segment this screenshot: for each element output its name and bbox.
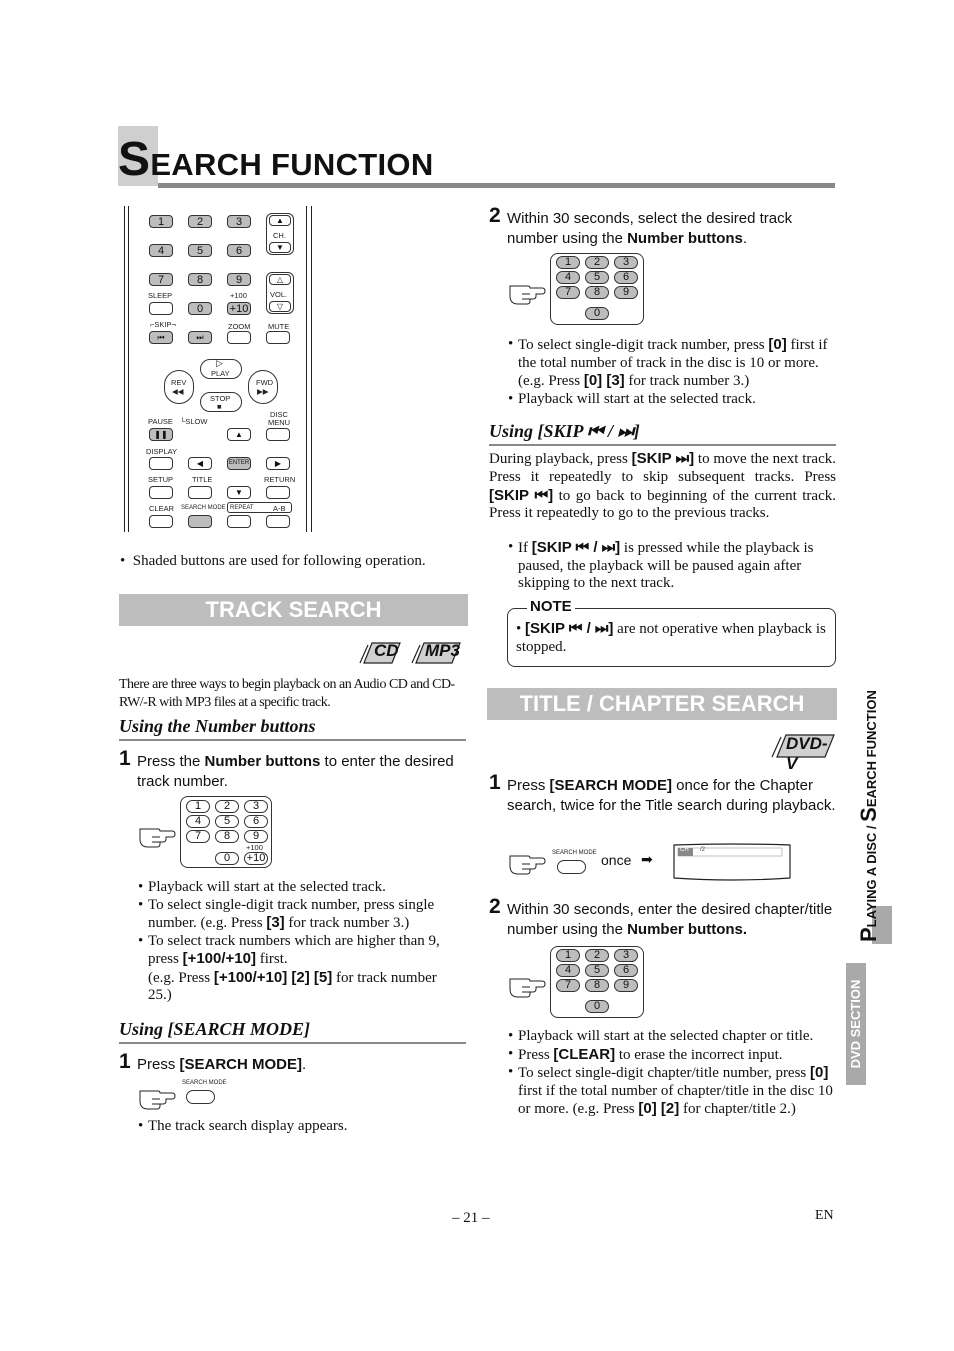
remote-skip-fwd-icon: ⏭: [188, 331, 212, 344]
language-code: EN: [815, 1208, 834, 1223]
remote-edge-left: [124, 206, 125, 532]
remote-repeat-ab-frame: [227, 502, 292, 513]
keypad-illustration-right-2: [508, 945, 648, 1020]
remote-edge-right: [311, 206, 312, 532]
remote-key-disc-menu: [266, 428, 290, 441]
step-2-bullets: [508, 336, 833, 408]
step-1-number: 1: [119, 747, 131, 770]
remote-skip-back-icon: ⏮: [149, 331, 173, 344]
step-1-text: Press the Number buttons to enter the desired track number.: [137, 753, 454, 790]
keypad-key-2: 2: [215, 800, 239, 813]
title-chapter-search-header: TITLE / CHAPTER SEARCH: [487, 688, 837, 720]
page-number: – 21 –: [452, 1210, 490, 1226]
keypad-key-plus10: +10: [244, 852, 268, 865]
remote-left-icon: ◀: [188, 457, 212, 470]
skip-paragraph: During playback, press [SKIP ⏭] to move the next track. Press it repeatedly to skip subsequent tracks. Press [SKIP ⏮] to go back to beginning of the current track. Press it repeatedly to go to the previous tracks.: [489, 450, 836, 522]
remote-label-return: RETURN: [264, 475, 296, 484]
remote-play-icon: ▷: [216, 358, 223, 368]
remote-key-plus10: +10: [227, 302, 251, 315]
side-tab: [846, 630, 892, 944]
remote-label-rev: REV: [171, 378, 187, 387]
title-rule: [158, 183, 835, 188]
keypad-key-0: 0: [585, 1000, 609, 1013]
subhead-number-buttons: Using the Number buttons: [119, 716, 316, 736]
tc-step-1-text: Press [SEARCH MODE] once for the Chapter search, twice for the Title search during playback.: [507, 777, 836, 814]
remote-key-0: 0: [188, 302, 212, 315]
track-search-bullets: [138, 879, 463, 1005]
remote-edge-right-inner: [306, 206, 307, 532]
tc-step-1-number: 1: [489, 771, 501, 794]
track-search-header: TRACK SEARCH: [119, 594, 468, 626]
list-item: • To select single-digit track number, press single number. (e.g. Press [3] for track number 3.): [138, 897, 463, 933]
remote-right-icon: ▶: [266, 457, 290, 470]
tc-step-2-number: 2: [489, 895, 501, 918]
remote-label-plus100: +100: [230, 291, 247, 300]
remote-label-clear: CLEAR: [149, 504, 175, 513]
step-2-number: 2: [489, 204, 501, 227]
once-label: once: [601, 852, 632, 868]
remote-label-title: TITLE: [192, 475, 213, 484]
remote-label-skip: ⌐SKIP¬: [150, 320, 176, 329]
remote-label-display: DISPLAY: [146, 447, 178, 456]
remote-key-4: 4: [149, 244, 173, 257]
shaded-note: • Shaded buttons are used for following operation.: [120, 553, 426, 569]
dvd-logo-text: DVD-V: [786, 734, 828, 773]
search-mode-label: SEARCH MODE: [182, 1080, 227, 1086]
remote-label-fwd: FWD: [256, 378, 274, 387]
remote-edge-left-inner: [128, 206, 129, 532]
remote-label-mute: MUTE: [268, 322, 290, 331]
subhead-rule-3: [489, 444, 836, 446]
remote-key-1: 1: [149, 215, 173, 228]
tc-step-2-text: Within 30 seconds, enter the desired chapter/title number using the Number buttons.: [507, 901, 833, 938]
remote-key-mute: [266, 331, 290, 344]
remote-ch-up-icon: ▲: [269, 215, 291, 226]
list-item: • If [SKIP ⏮ / ⏭] is pressed while the playback is paused, the playback will be paused again after skipping to the next track.: [508, 539, 828, 593]
mp3-logo-text: MP3: [425, 641, 460, 660]
remote-label-stop: STOP: [210, 394, 231, 403]
remote-label-zoom: ZOOM: [228, 322, 251, 331]
keypad-key-1: 1: [186, 800, 210, 813]
list-item: • The track search display appears.: [138, 1118, 463, 1136]
remote-key-6: 6: [227, 244, 251, 257]
list-item: • To select single-digit chapter/title number, press [0] first if the total number of chapter/title in the disc 10 or more. (e.g. Press [0] [2] for chapter/title 2.): [508, 1064, 836, 1119]
remote-key-display: [149, 457, 173, 470]
remote-key-ab: [266, 515, 290, 528]
keypad-key-4: 4: [556, 964, 580, 977]
remote-ch-down-icon: ▼: [269, 242, 291, 253]
remote-key-search-mode: [188, 515, 212, 528]
keypad-key-2: 2: [585, 256, 609, 269]
keypad-key-0: 0: [585, 307, 609, 320]
remote-down-icon: ▼: [227, 486, 251, 499]
keypad-label-plus100: +100: [246, 843, 263, 852]
tc-search-mode-label: SEARCH MODE: [552, 850, 597, 856]
remote-fwd-icon: ▶▶: [257, 387, 269, 396]
hand-pointer-icon: [508, 971, 548, 999]
keypad-key-3: 3: [614, 949, 638, 962]
keypad-key-8: 8: [215, 830, 239, 843]
remote-key-9: 9: [227, 273, 251, 286]
remote-key-return: [266, 486, 290, 499]
keypad-key-7: 7: [556, 979, 580, 992]
remote-up-icon: ▲: [227, 428, 251, 441]
keypad-key-8: 8: [585, 286, 609, 299]
remote-key-zoom: [227, 331, 251, 344]
mp3-logo-icon: [410, 640, 462, 664]
remote-label-repeat: REPEAT: [230, 505, 254, 511]
remote-label-menu: MENU: [268, 418, 291, 427]
keypad-key-6: 6: [614, 271, 638, 284]
step-search-mode-number: 1: [119, 1050, 131, 1073]
dvd-section-label: DVD SECTION: [848, 979, 863, 1069]
remote-label-pause: PAUSE: [148, 417, 173, 426]
list-item: • Press [CLEAR] to erase the incorrect input.: [508, 1046, 836, 1065]
note-label: NOTE: [527, 598, 575, 615]
remote-vol-up-icon: △: [269, 274, 291, 285]
hand-pointer-icon: [508, 278, 548, 306]
keypad-key-6: 6: [244, 815, 268, 828]
keypad-key-3: 3: [244, 800, 268, 813]
tc-bullets: [508, 1028, 836, 1119]
step-2-text: Within 30 seconds, select the desired track number using the Number buttons.: [507, 210, 793, 247]
remote-key-sleep: [149, 302, 173, 315]
subhead-search-mode: Using [SEARCH MODE]: [119, 1019, 311, 1039]
skip-bullets: [508, 539, 828, 593]
keypad-key-4: 4: [556, 271, 580, 284]
remote-key-clear: [149, 515, 173, 528]
remote-label-play: PLAY: [211, 369, 230, 378]
keypad-key-4: 4: [186, 815, 210, 828]
remote-control-illustration: [120, 206, 320, 532]
remote-pause-icon: ❚❚: [149, 428, 173, 441]
keypad-key-5: 5: [585, 271, 609, 284]
tc-search-mode-key: [557, 860, 586, 874]
remote-stop-icon: ■: [217, 402, 222, 411]
list-item: • Playback will start at the selected chapter or title.: [508, 1028, 836, 1046]
remote-key-repeat: [227, 515, 251, 528]
search-mode-bullets: [138, 1118, 463, 1136]
keypad-illustration-left: [138, 795, 278, 870]
arrow-right-icon: ➡: [641, 851, 653, 867]
remote-label-slow: └SLOW: [180, 417, 208, 426]
side-tab-label: PLAYING A DISC / SEARCH FUNCTION: [856, 690, 881, 942]
remote-enter-button: ENTER: [227, 457, 251, 470]
remote-rev-icon: ◀◀: [172, 387, 184, 396]
keypad-key-0: 0: [215, 852, 239, 865]
remote-key-5: 5: [188, 244, 212, 257]
subhead-rule-1: [119, 739, 466, 741]
track-search-intro: There are three ways to begin playback on an Audio CD and CD-RW/-R with MP3 files at a specific track.: [119, 677, 455, 710]
step-search-mode-text: Press [SEARCH MODE].: [137, 1056, 307, 1073]
remote-label-setup: SETUP: [148, 475, 174, 484]
list-item: • To select track numbers which are higher than 9, press [+100/+10] first. (e.g. Press [+100/+10] [2] [5] for track number 25.): [138, 933, 463, 1005]
list-item: • Playback will start at the selected track.: [508, 391, 833, 409]
hand-pointer-icon: [508, 848, 548, 876]
keypad-key-2: 2: [585, 949, 609, 962]
remote-key-2: 2: [188, 215, 212, 228]
dvd-section-tab: [846, 963, 866, 1085]
cd-logo-text: CD: [374, 641, 399, 660]
remote-label-vol: VOL.: [270, 290, 288, 299]
cd-logo-icon: [358, 640, 402, 664]
remote-key-8: 8: [188, 273, 212, 286]
subhead-skip: Using [SKIP ⏮ / ⏭]: [489, 421, 640, 441]
note-text: • [SKIP ⏮ / ⏭] are not operative when playback is stopped.: [516, 620, 826, 655]
remote-key-setup: [149, 486, 173, 499]
page-title: SEARCH FUNCTION: [118, 133, 434, 186]
dvd-video-logo-icon: [770, 731, 836, 773]
remote-key-7: 7: [149, 273, 173, 286]
keypad-key-7: 7: [186, 830, 210, 843]
hand-pointer-icon: [138, 1083, 178, 1111]
remote-vol-down-icon: ▽: [269, 301, 291, 312]
keypad-key-9: 9: [614, 286, 638, 299]
remote-key-3: 3: [227, 215, 251, 228]
keypad-key-1: 1: [556, 256, 580, 269]
keypad-key-1: 1: [556, 949, 580, 962]
tv-screen-sep: /2: [700, 847, 706, 853]
keypad-key-7: 7: [556, 286, 580, 299]
remote-label-search-mode: SEARCH MODE: [181, 505, 226, 511]
keypad-key-6: 6: [614, 964, 638, 977]
keypad-key-5: 5: [215, 815, 239, 828]
list-item: • To select single-digit track number, press [0] first if the total number of track in the disc is 10 or more. (e.g. Press [0] [3] for track number 3.): [508, 336, 833, 391]
hand-pointer-icon: [138, 821, 178, 849]
remote-label-ab: A-B: [273, 504, 286, 513]
keypad-key-3: 3: [614, 256, 638, 269]
remote-label-disc: DISC: [270, 410, 288, 419]
search-mode-key: [186, 1090, 215, 1104]
keypad-key-9: 9: [244, 830, 268, 843]
remote-label-ch: CH.: [273, 231, 286, 240]
keypad-key-8: 8: [585, 979, 609, 992]
remote-key-title: [188, 486, 212, 499]
tv-screen-ch: CH: [680, 847, 689, 853]
list-item: • Playback will start at the selected track.: [138, 879, 463, 897]
keypad-illustration-right-1: [508, 252, 648, 327]
subhead-rule-2: [119, 1042, 466, 1044]
keypad-key-9: 9: [614, 979, 638, 992]
keypad-key-5: 5: [585, 964, 609, 977]
remote-label-sleep: SLEEP: [148, 291, 173, 300]
